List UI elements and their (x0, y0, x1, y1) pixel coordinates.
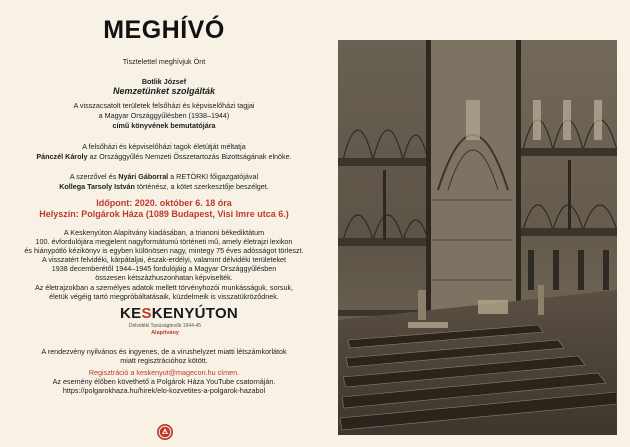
registration-line[interactable]: Regisztráció a keskenyut@magecon.hu címen. (88, 368, 240, 377)
chamber-illustration (338, 40, 617, 435)
moderators-pre: A szerzővel és (69, 172, 119, 181)
moderator-name-1: Nyári Gáborral (118, 172, 169, 181)
footer-line-1: A rendezvény nyilvános és ingyenes, de a vírushelyzet miatti létszámkorlátok (41, 347, 287, 356)
book-title: Nemzetünket szolgálták (112, 86, 216, 96)
presentation-line: című könyvének bemutatójára (112, 121, 216, 130)
event-date: Időpont: 2020. október 6. 18 óra (96, 198, 232, 208)
moderators-line-2 (0, 182, 328, 191)
footer-line-2: miatt regisztrációhoz kötött. (120, 356, 208, 365)
book-subtitle-1: A visszacsatolt területek felsőházi és képviselőházi tagjai (73, 101, 255, 110)
author-name: Botlik József (141, 77, 187, 86)
logo-foundation: Alapítvány (151, 330, 179, 336)
logo-wordmark (120, 305, 239, 322)
seal-icon (156, 423, 174, 441)
greeting: Tisztelettel meghívjuk Önt (122, 57, 206, 66)
speaker-line (0, 152, 328, 161)
moderator-role-2: történész, a kötet szerkesztője beszélget. (134, 182, 269, 191)
speaker-name: Pánczél Károly (36, 152, 88, 161)
description-line: összesen kétszázhuszonhatan képviselték. (95, 273, 233, 282)
moderators-post: a RETÖRKI főigazgatójával (168, 172, 259, 181)
description-line: életük végéig tartó megpróbáltatásaik, küzdelmeik is visszatükröződnek. (49, 292, 279, 301)
keskenyuton-logo (120, 305, 239, 345)
description-line: és hiánypótló kézikönyv is egyben különösen nagy, mintegy 75 éves adósságot törleszt. (24, 246, 304, 255)
parliament-chamber-photo (338, 40, 617, 435)
logo-part-1: KE (120, 305, 142, 322)
description-line: 100. évfordulójára megjelent nagyformátumú történeti mű, amely életrajzi lexikon (35, 237, 293, 246)
description-line: 1938 decemberétől 1944–1945 fordulójáig a Magyar Országgyűlésben (51, 264, 277, 273)
description-line: A Keskenyúton Alapítvány kiadásában, a trianoni békediktátum (63, 228, 265, 237)
description-line: Az életrajzokban a személyes adatok mellett törvényhozói munkásságuk, sorsuk, (34, 283, 294, 292)
event-venue: Helyszín: Polgárok Háza (1089 Budapest, Visi Imre utca 6.) (39, 209, 289, 219)
logo-part-3: KENYÚTON (151, 305, 239, 322)
logo-part-2: S (141, 305, 152, 322)
book-subtitle-2: a Magyar Országgyűlésben (1938–1944) (98, 111, 230, 120)
stream-link[interactable]: https://polgarokhaza.hu/hirek/elo-kozvetites-a-polgarok-hazabol (62, 386, 266, 395)
footer-line-3: Az esemény élőben követhető a Polgárok Háza YouTube csatornáján. (52, 377, 276, 386)
speaker-role: az Országgyűlés Nemzeti Összetartozás Bizottságának elnöke. (87, 152, 292, 161)
moderators-line-1 (0, 172, 328, 181)
speaker-intro: A felsőházi és képviselőházi tagok életútját méltatja (82, 142, 246, 151)
moderator-name-2: Kollega Tarsoly István (59, 182, 135, 191)
invitation-title: MEGHÍVÓ (103, 16, 225, 44)
logo-subtitle: Délvidéki Tanúságtevők 1944-45 (128, 323, 202, 329)
description-line: A visszatért felvidéki, kárpátaljai, észak-erdélyi, valamint délvidéki területeket (41, 255, 287, 264)
